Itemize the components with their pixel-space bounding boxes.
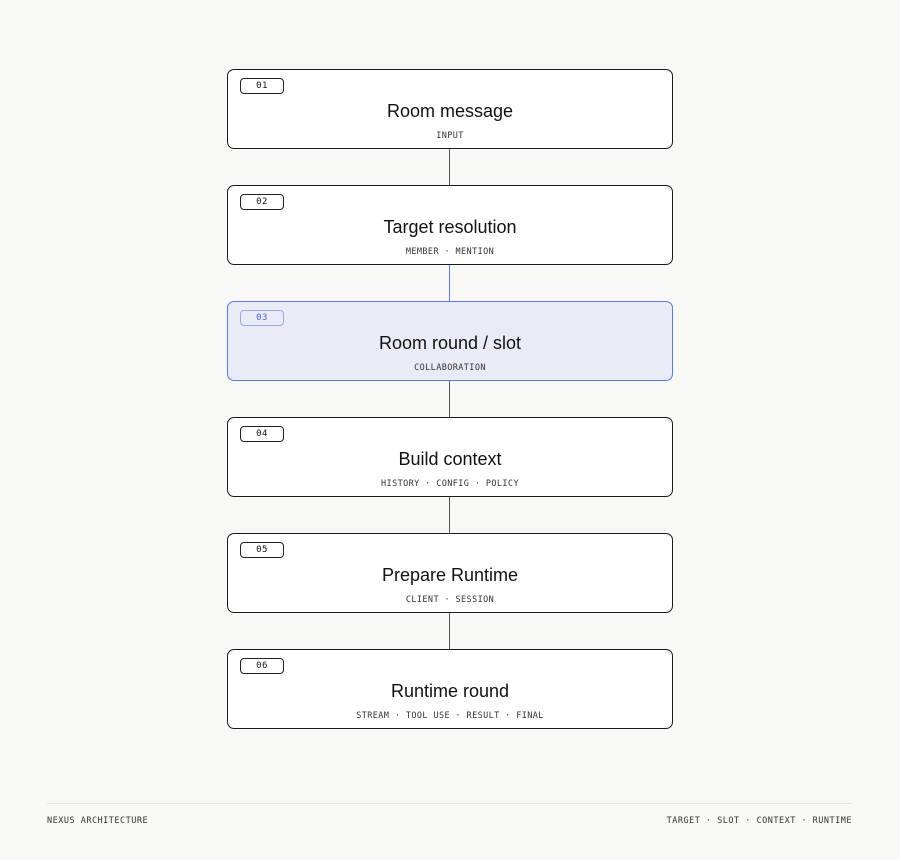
step-number-badge: 05	[240, 542, 284, 558]
connector-2-3	[449, 265, 450, 301]
footer-tags: TARGET · SLOT · CONTEXT · RUNTIME	[666, 816, 852, 826]
step-title: Room message	[386, 101, 514, 121]
step-number-badge: 02	[240, 194, 284, 210]
connector-3-4	[449, 381, 450, 417]
step-subtitle: MEMBER · MENTION	[405, 247, 495, 257]
step-number-badge: 01	[240, 78, 284, 94]
step-room-message	[227, 69, 673, 149]
footer-divider	[47, 803, 852, 804]
step-subtitle: COLLABORATION	[414, 363, 486, 373]
step-number-badge: 04	[240, 426, 284, 442]
step-build-context	[227, 417, 673, 497]
step-title: Room round / slot	[378, 333, 522, 353]
connector-4-5	[449, 497, 450, 533]
step-runtime-round	[227, 649, 673, 729]
step-title: Target resolution	[383, 217, 517, 237]
step-room-round-slot	[227, 301, 673, 381]
step-subtitle: CLIENT · SESSION	[405, 595, 495, 605]
footer-caption: NEXUS ARCHITECTURE	[47, 816, 149, 826]
connector-1-2	[449, 149, 450, 185]
step-title: Build context	[398, 449, 502, 469]
step-title: Prepare Runtime	[381, 565, 519, 585]
step-subtitle: HISTORY · CONFIG · POLICY	[381, 479, 519, 489]
step-target-resolution	[227, 185, 673, 265]
step-subtitle: STREAM · TOOL USE · RESULT · FINAL	[356, 711, 544, 721]
step-title: Runtime round	[390, 681, 510, 701]
step-prepare-runtime	[227, 533, 673, 613]
step-number-badge: 03	[240, 310, 284, 326]
step-subtitle: INPUT	[436, 131, 464, 141]
step-number-badge: 06	[240, 658, 284, 674]
connector-5-6	[449, 613, 450, 649]
